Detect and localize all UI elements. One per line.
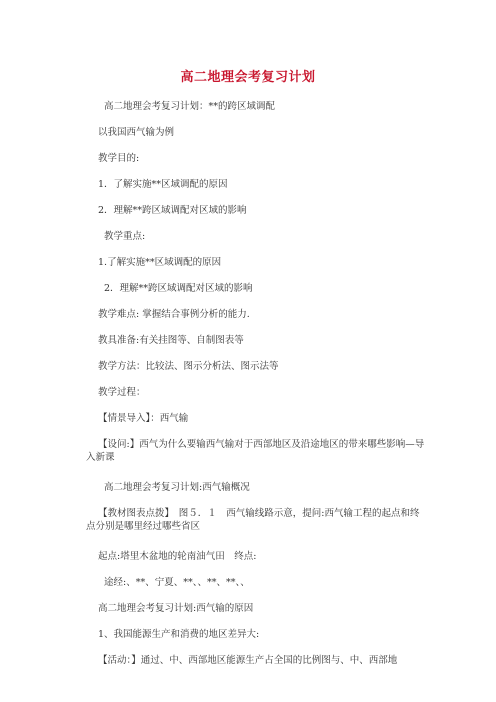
text-line: 教学目的: [98,153,140,164]
text-line: 2．理解**跨区域调配对区域的影响 [98,205,247,216]
text-line: 教学过程： [98,387,146,398]
text-line: 1.了解实施**区域调配的原因 [98,257,222,268]
text-line: 【情景导入】：西气输 [98,413,189,424]
text-line: 教学难点: 掌握结合事例分析的能力. [98,309,250,320]
text-line: 高二地理会考复习计划:西气输的原因 [98,603,254,614]
text-line: 教学重点: [104,231,146,242]
text-paragraph: 【设问:】西气为什么要输西气输对于西部地区及沿途地区的带来哪些影响—导入新课 [86,439,425,463]
text-line: 2．理解**跨区域调配对区域的影响 [104,283,253,294]
text-line: 高二地理会考复习计划：**的跨区域调配 [104,101,276,112]
text-line: 起点:塔里木盆地的轮南油气田 终点: [98,551,257,562]
document-title: 高二地理会考复习计划 [180,70,316,85]
text-line: 高二地理会考复习计划:西气输概况 [104,482,250,493]
text-line: 教学方法：比较法、图示分析法、图示法等 [98,361,279,372]
text-line: 途经:、**、宁夏、**、、**、**、、 [104,577,250,588]
text-line: 【活动：】通过、中、西部地区能源生产占全国的比例图与、中、西部地 [98,655,398,666]
text-line: 教具准备:有关挂图等、自制图表等 [98,335,244,346]
text-line: 1．了解实施**区域调配的原因 [98,179,228,190]
text-line: 以我国西气输为例 [98,127,175,138]
text-paragraph: 【教材图表点拨】 图５．１ 西气输线路示意，提问:西气输工程的起点和终点分别是哪里经过哪些省区 [86,508,420,532]
text-line: 1、我国能源生产和消费的地区差异大: [98,629,260,640]
